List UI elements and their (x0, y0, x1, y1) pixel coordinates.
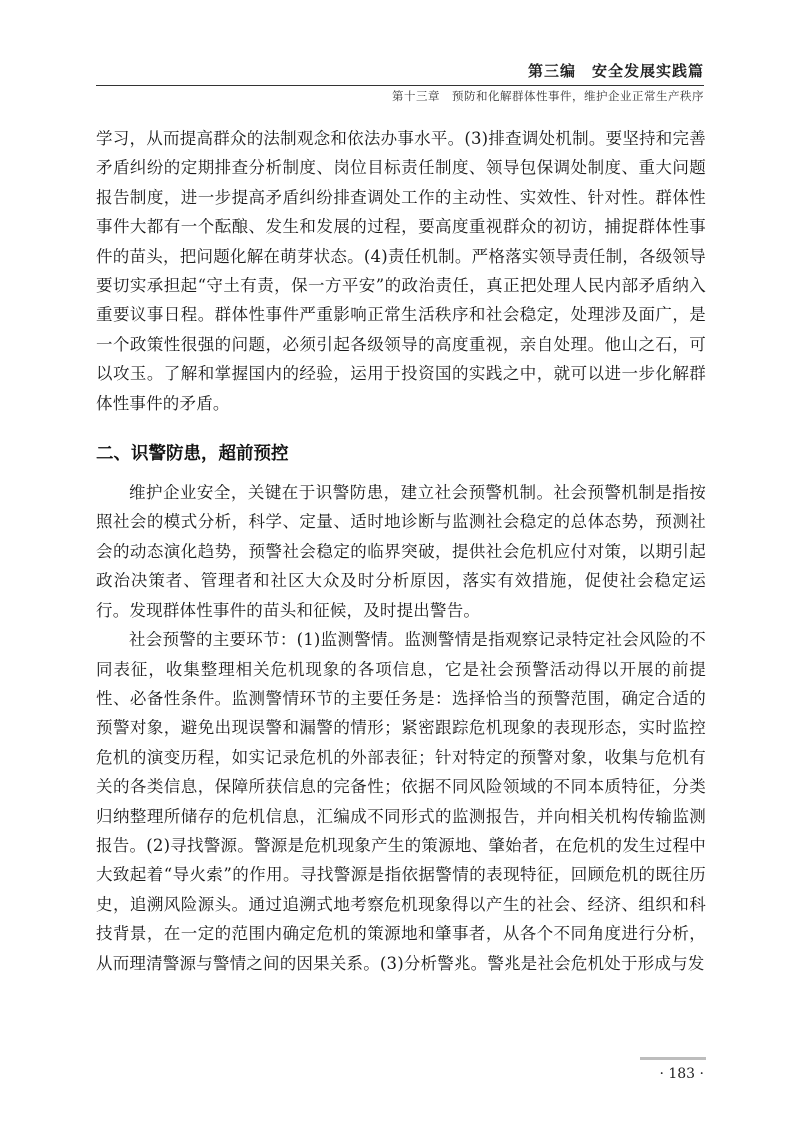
page-body (96, 124, 706, 978)
page-number: · 183 · (659, 1066, 704, 1082)
section-heading: 二、识警防患，超前预控 (96, 444, 289, 465)
part-title: 第三编 安全发展实践篇 (527, 62, 704, 80)
footer-divider (640, 1057, 706, 1060)
running-header (96, 60, 704, 106)
chapter-title: 第十三章 预防和化解群体性事件，维护企业正常生产秩序 (392, 89, 704, 103)
body-paragraph: 社会预警的主要环节：(1)监测警情。监测警情是指观察记录特定社会风险的不同表征，收集整理相关危机现象的各项信息，它是社会预警活动得以开展的前提性、必备性条件。监测警情环节的主要任务是：选择恰当的预警范围，确定合适的预警对象，避免出现误警和漏警的情形；紧密跟踪危机现象的表现形态，实时监控危机的演变历程，如实记录危机的外部表征；针对特定的预警对象，收集与危机有关的各类信息，保障所获信息的完备性；依据不同风险领域的不同本质特征，分类归纳整理所储存的危机信息，汇编成不同形式的监测报告，并向相关机构传输监测报告。(2)寻找警源。警源是危机现象产生的策源地、肇始者，在危机的发生过程中大致起着“导火索”的作用。寻找警源是指依据警情的表现特征，回顾危机的既往历史，追溯风险源头。通过追溯式地考察危机现象得以产生的社会、经济、组织和科技背景，在一定的范围内确定危机的策源地和肇事者，从各个不同角度进行分析，从而理清警源与警情之间的因果关系。(3)分析警兆。警兆是社会危机处于形成与发 (96, 630, 706, 973)
body-paragraph-continued: 学习，从而提高群众的法制观念和依法办事水平。(3)排查调处机制。要坚持和完善矛盾纠纷的定期排查分析制度、岗位目标责任制度、领导包保调处制度、重大问题报告制度，进一步提高矛盾纠纷排查调处工作的主动性、实效性、针对性。群体性事件大都有一个酝酿、发生和发展的过程，要高度重视群众的初访，捕捉群体性事件的苗头，把问题化解在萌芽状态。(4)责任机制。严格落实领导责任制，各级领导要切实承担起“守土有责，保一方平安”的政治责任，真正把处理人民内部矛盾纳入重要议事日程。群体性事件严重影响正常生活秩序和社会稳定，处理涉及面广，是一个政策性很强的问题，必须引起各级领导的高度重视，亲自处理。他山之石，可以攻玉。了解和掌握国内的经验，运用于投资国的实践之中，就可以进一步化解群体性事件的矛盾。 (96, 129, 706, 413)
body-paragraph: 维护企业安全，关键在于识警防患，建立社会预警机制。社会预警机制是指按照社会的模式分析，科学、定量、适时地诊断与监测社会稳定的总体态势，预测社会的动态演化趋势，预警社会稳定的临界突破，提供社会危机应付对策，以期引起政治决策者、管理者和社区大众及时分析原因，落实有效措施，促使社会稳定运行。发现群体性事件的苗头和征候，及时提出警告。 (96, 483, 706, 620)
